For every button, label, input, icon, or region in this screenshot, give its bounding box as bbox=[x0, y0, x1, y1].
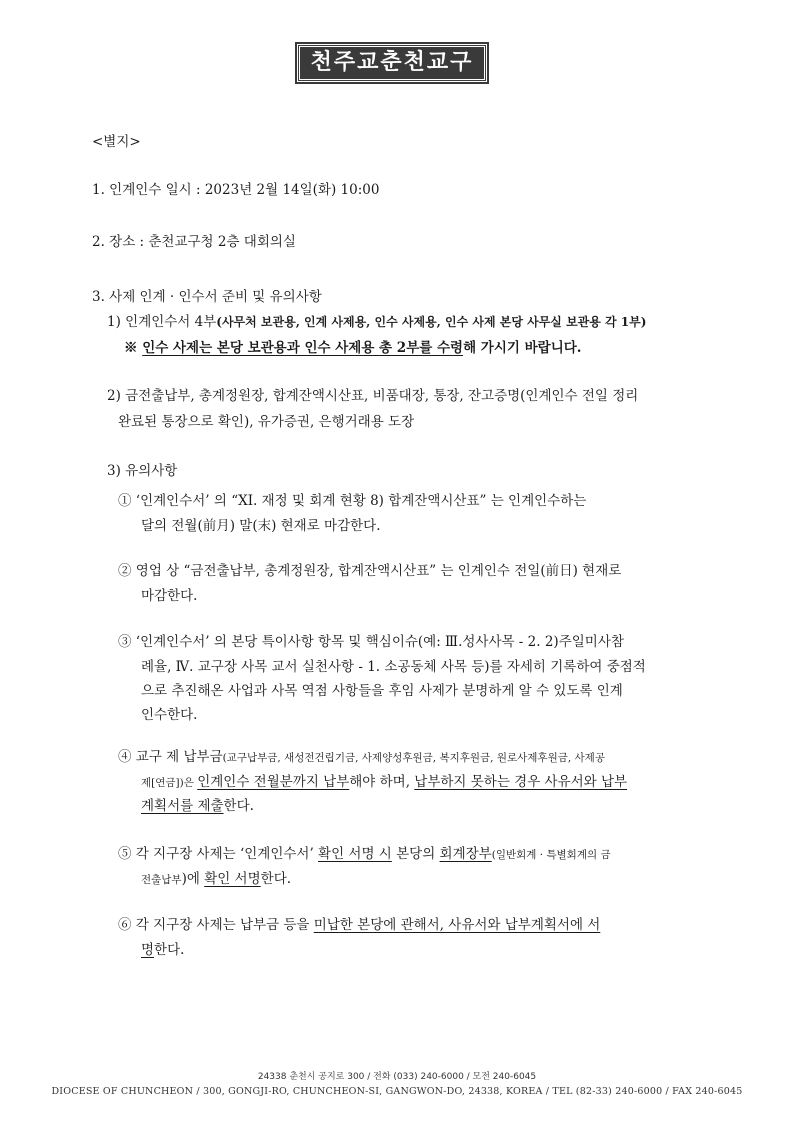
note-6-line1 bbox=[118, 916, 600, 934]
note-4-mid: 해야 하며, bbox=[349, 774, 415, 790]
note-5-underlined-c: 확인 서명 bbox=[204, 871, 261, 887]
note-3-line4: 인수한다. bbox=[141, 707, 198, 723]
footer-korean-address: 24338 춘천시 공지로 300 / 전화 (033) 240-6000 / 모전 240-6045 bbox=[257, 1072, 537, 1082]
note-5-underlined-b: 회계장부 bbox=[439, 846, 492, 862]
note-6-line2 bbox=[141, 941, 184, 959]
note-5-line2 bbox=[141, 870, 291, 889]
note-5-detail: (일반회계 · 특별회계의 금 bbox=[491, 849, 611, 861]
item-handover-date: 1. 인계인수 일시 : 2023년 2월 14일(화) 10:00 bbox=[92, 182, 380, 198]
sub-handover-documents-detail: (사무처 보관용, 인계 사제용, 인수 사제용, 인수 사제 본당 사무실 보관용 각 1부) bbox=[216, 315, 647, 329]
note-4-underlined-c: 계획서를 제출 bbox=[141, 798, 224, 814]
note-4-underlined-b: 납부하지 못하는 경우 사유서와 납부 bbox=[414, 774, 628, 790]
note-1-line1: ① ‘인계인수서’ 의 “XI. 재정 및 회계 현황 8) 합계잔액시산표” 는 인계인수하는 bbox=[118, 493, 587, 509]
sub-handover-documents bbox=[107, 313, 646, 331]
diocese-logo: 천주교춘천교구 bbox=[297, 44, 487, 82]
note-4-detail-end: 제[연금])은 bbox=[141, 777, 198, 789]
footer-english-address: DIOCESE OF CHUNCHEON / 300, GONGJI-RO, CHUNCHEON-SI, GANGWON-DO, 24338, KOREA / TEL (82-33) 240-6000 / FAX 240-6045 bbox=[51, 1086, 743, 1097]
sub-handover-documents-label: 1) 인계인수서 4부 bbox=[107, 314, 217, 330]
note-4-marker: ④ 교구 제 납부금 bbox=[118, 749, 223, 765]
item-preparation-heading: 3. 사제 인계 · 인수서 준비 및 유의사항 bbox=[92, 289, 322, 305]
note-suffix: 해 가시기 바랍니다. bbox=[463, 340, 582, 356]
note-4-detail: (교구납부금, 새성전건립기금, 사제양성후원금, 복지후원금, 원로사제후원금, 사제공 bbox=[222, 752, 605, 764]
note-3-line2: 례율, Ⅳ. 교구장 사목 교서 실천사항 - 1. 소공동체 사목 등)를 자세히 기록하여 중점적 bbox=[141, 659, 646, 675]
note-5-line2-mid: )에 bbox=[181, 871, 205, 887]
receiving-priest-note bbox=[124, 339, 582, 357]
note-4-suffix: 한다. bbox=[223, 798, 254, 814]
note-5-suffix: 한다. bbox=[260, 871, 292, 887]
note-3-line3: 으로 추진해온 사업과 사목 역점 사항들을 후임 사제가 분명하게 알 수 있도록 인계 bbox=[141, 683, 623, 699]
note-2-line1: ② 영업 상 “금전출납부, 총계정원장, 합계잔액시산표” 는 인계인수 전일(前日) 현재로 bbox=[118, 563, 622, 579]
item-location: 2. 장소 : 춘천교구청 2층 대회의실 bbox=[92, 234, 296, 250]
note-5-detail-end: 전출납부 bbox=[141, 874, 182, 886]
notes-heading: 3) 유의사항 bbox=[107, 463, 178, 479]
note-4-line2 bbox=[141, 773, 627, 792]
note-6-underlined-end: 명 bbox=[141, 942, 155, 958]
note-4-line3 bbox=[141, 797, 254, 815]
note-6-underlined: 미납한 본당에 관해서, 사유서와 납부계획서에 서 bbox=[313, 917, 601, 933]
note-6-suffix: 한다. bbox=[154, 942, 185, 958]
note-3-line1: ③ ‘인계인수서’ 의 본당 특이사항 항목 및 핵심이슈(예: Ⅲ.성사사목 - 2. 2)주일미사참 bbox=[118, 634, 624, 650]
note-4-underlined-a: 인계인수 전월분까지 납부 bbox=[197, 774, 350, 790]
sub-ledgers-line2: 완료된 통장으로 확인), 유가증권, 은행거래용 도장 bbox=[118, 414, 415, 430]
note-5-underlined-a: 확인 서명 시 bbox=[318, 846, 392, 862]
note-underlined: 인수 사제는 본당 보관용과 인수 사제용 총 2부를 수령 bbox=[142, 340, 464, 356]
note-5-prefix: ⑤ 각 지구장 사제는 ‘인계인수서’ bbox=[118, 846, 319, 862]
sub-ledgers-line1: 2) 금전출납부, 총계정원장, 합계잔액시산표, 비품대장, 통장, 잔고증명(인계인수 전일 정리 bbox=[107, 388, 639, 404]
note-4-line1 bbox=[118, 748, 605, 767]
note-2-line2: 마감한다. bbox=[141, 588, 198, 604]
annex-label: <별지> bbox=[92, 134, 141, 150]
note-marker: ※ bbox=[124, 340, 143, 356]
note-5-mid: 본당의 bbox=[391, 846, 440, 862]
note-6-prefix: ⑥ 각 지구장 사제는 납부금 등을 bbox=[118, 917, 314, 933]
note-1-line2: 달의 전월(前月) 말(末) 현재로 마감한다. bbox=[141, 518, 381, 534]
note-5-line1 bbox=[118, 845, 611, 864]
